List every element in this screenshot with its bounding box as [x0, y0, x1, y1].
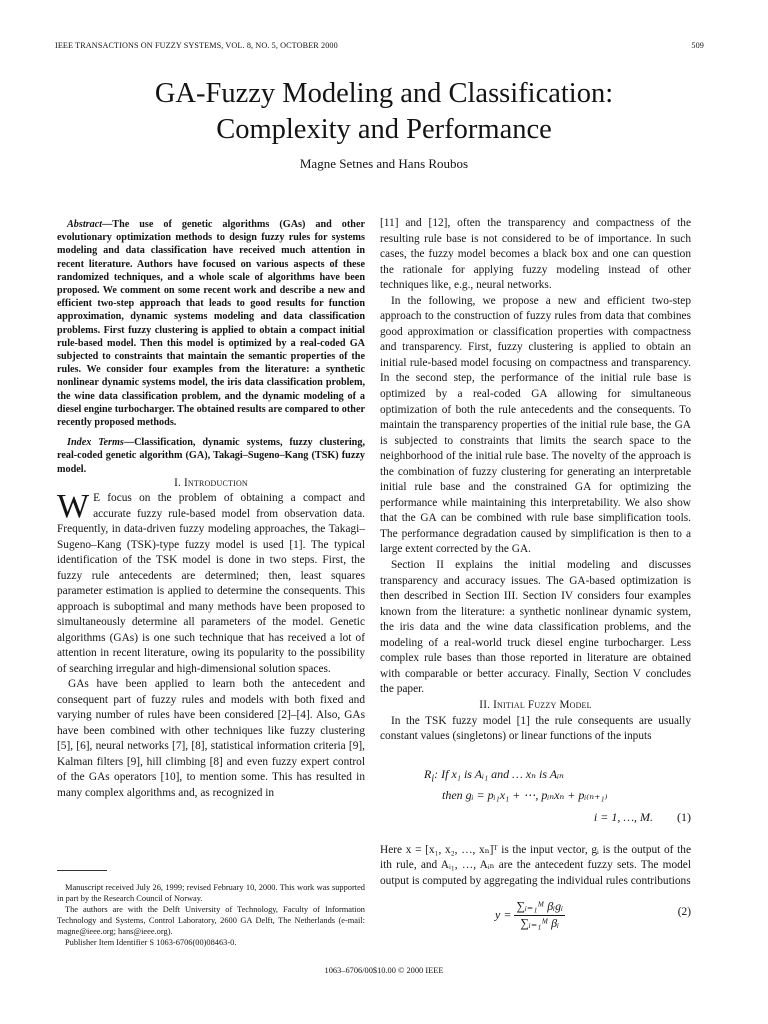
title-line-2: Complexity and Performance — [216, 114, 552, 145]
journal-info: IEEE TRANSACTIONS ON FUZZY SYSTEMS, VOL. 8, NO. 5, OCTOBER 2000 — [55, 41, 338, 50]
copyright-line: 1063–6706/00$10.00 © 2000 IEEE — [324, 966, 444, 975]
running-header — [55, 41, 704, 50]
intro-paragraph-5: Section II explains the initial modeling and discusses transparency and accuracy issues. The GA-based optimization is then described in Section III. Section IV considers four examples known from the literature: a synthetic nonlinear dynamic system, the iris data and the wine data classification problems, and the modeling of a real-world truck diesel engine turbocharger. Less complex rule bases than those reported in literature are obtained with comparable or better accuracy. Finally, Section V concludes the paper. — [380, 559, 691, 696]
left-column — [57, 218, 365, 801]
section-heading-initial-fuzzy-model: II. Initial Fuzzy Model — [479, 698, 592, 711]
footnote-affiliation: The authors are with the Delft University of Technology, Faculty of Information Technology and Systems, Control Laboratory, 2600 GA Delft, The Netherlands (e-mail: magne@ieee.org; hans@ieee.org). — [57, 905, 365, 936]
paper-title — [0, 76, 768, 148]
intro-paragraph-4: In the following, we propose a new and efficient two-step approach to the construction of fuzzy rules from data that combines good approximation or classification properties with compactness and transparency. First, fuzzy clustering is applied to obtain an initial rule-based model focusing on compactness and transparency. In the second step, the performance of the initial rule base is optimized by a real-coded GA allowing for simultaneous optimization of both the rule antecedents and the consequents. To maintain the transparency properties of the initial rule base, the GA is subjected to constraints that limits the search space to the neighborhood of the initial rule base. The novelty of the approach is the combination of fuzzy clustering for generating an interpretable initial rule base and the constrained GA for optimizing the performance while maintaining this interpretability. We also show that the GA can be combined with rule base simplification tools. The performance degradation caused by simplification is then to a large extent corrected by the GA. — [380, 294, 691, 556]
footnote-divider — [57, 870, 107, 871]
abstract-text: —The use of genetic algorithms (GAs) and other evolutionary optimization methods to design fuzzy rules for systems modeling and data classification have received much attention in recent literature. Authors have focused on various aspects of these randomized techniques, and a whole scale of algorithms have been proposed. We comment on some recent work and describe a new and efficient two-step approach that leads to good results for function approximation, dynamic systems modeling and data classification problems. First fuzzy clustering is applied to obtain a compact initial rule-based model. Then this model is optimized by a real-coded GA subjected to constraints that maintain the semantic properties of the rules. We consider four examples from the literature: a synthetic nonlinear dynamic systems model, the iris data classification problem, the wine data classification problem, and the dynamic modeling of a diesel engine turbocharger. The obtained results are compared to other recently proposed methods. — [57, 219, 365, 429]
equation-2-denominator: ∑ᵢ₌₁ᴹ βᵢ — [520, 915, 560, 930]
section2-paragraph-1: In the TSK fuzzy model [1] the rule consequents are usually constant values (singletons) or linear functions of the inputs — [380, 714, 691, 743]
footnote — [57, 882, 365, 948]
section-heading-introduction: I. Introduction — [174, 476, 248, 489]
footnote-manuscript: Manuscript received July 26, 1999; revised February 10, 2000. This work was supported in part by the Research Council of Norway. — [57, 883, 365, 903]
authors: Magne Setnes and Hans Roubos — [299, 156, 469, 171]
index-terms-text: —Classification, dynamic systems, fuzzy clustering, real-coded genetic algorithm (GA), Takagi–Sugeno–Kang (TSK) fuzzy model. — [57, 437, 365, 475]
equation-2 — [380, 893, 691, 935]
section2-paragraph-2: Here x = [x₁, x₂, …, xₙ]ᵀ is the input vector, gᵢ is the output of the ith rule, and Aᵢ₁, …, Aᵢₙ are the antecedent fuzzy sets. The model output is computed by aggregating the individual rules contributions — [380, 843, 691, 887]
equation-2-number: (2) — [677, 906, 691, 919]
abstract — [57, 218, 365, 429]
equation-2-lhs: y = — [495, 907, 512, 922]
equation-2-numerator: ∑ᵢ₌₁ᴹ βᵢgᵢ — [514, 899, 565, 916]
intro-paragraph-3: [11] and [12], often the transparency and compactness of the resulting rule base is not considered to be of importance. In such cases, the fuzzy model becomes a black box and one can question the rationale for applying fuzzy modeling instead of other techniques like, e.g., neural networks. — [380, 217, 691, 292]
intro-paragraph-2: GAs have been applied to learn both the antecedent and consequent part of fuzzy rules and models with both fixed and varying number of rules have been considered [2]–[4]. Also, GAs have been combined with other techniques like fuzzy clustering [5], [6], neural networks [7], [8], statistical information criteria [9], Kalman filters [9], hill climbing [8] and even fuzzy expert control of the GAs operators [10], to mention some. This has resulted in many complex algorithms and, as recognized in — [57, 678, 365, 799]
abstract-label: Abstract — [67, 219, 103, 230]
page-number: 509 — [691, 41, 704, 50]
footnote-publisher-id: Publisher Item Identifier S 1063-6706(00)08463-0. — [65, 938, 237, 947]
equation-1 — [380, 753, 691, 837]
equation-2-fraction — [514, 899, 565, 931]
title-line-1: GA-Fuzzy Modeling and Classification: — [154, 78, 614, 109]
equation-1-rule-line: $R_i$: If x₁ is Aᵢ₁ and … xₙ is Aᵢₙ — [424, 766, 564, 784]
intro-paragraph-1: W E focus on the problem of obtaining a compact and accurate fuzzy rule-based model from observation data. Frequently, in data-driven fuzzy modeling approaches, the Takagi–Sugeno–Kang (TSK)-type fuzzy model is used [1]. The typical identification of the TSK model is done in two steps. First, the fuzzy rule antecedents are determined; then, least squares parameter estimation is applied to determine the consequents. This approach is suboptimal and many methods have been proposed to simultaneously determine all parameters of the model. Genetic algorithms (GAs) is one such technique that has received a lot of attention in recent literature, owing its popularity to the possibility of searching irregular and high-dimensional solution spaces. — [57, 488, 365, 675]
index-terms-label: Index Terms — [67, 437, 124, 449]
drop-cap: W — [57, 488, 90, 526]
equation-1-consequent-line: then gᵢ = pᵢ₁x₁ + ⋯, pᵢₙxₙ + pᵢ₍ₙ₊₁₎ — [442, 787, 608, 802]
index-terms — [57, 436, 365, 476]
equation-1-index-line: i = 1, …, M. — [593, 809, 653, 824]
right-column — [380, 216, 691, 935]
equation-1-number: (1) — [677, 809, 691, 824]
